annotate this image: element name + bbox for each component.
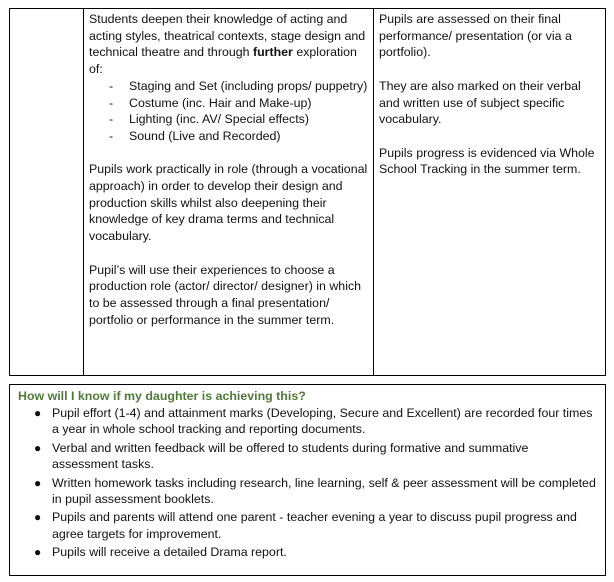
- bullet-icon: ●: [34, 545, 42, 560]
- list-item: [34, 509, 597, 542]
- topic-list: [89, 78, 368, 145]
- achievement-heading: How will I know if my daughter is achieving this?: [18, 389, 306, 403]
- bullet-text: Verbal and written feedback will be offered to students during formative and summative assessment tasks.: [52, 440, 529, 472]
- bullet-text: Pupils and parents will attend one parent - teacher evening a year to discuss pupil progress and agree targets for improvement.: [52, 510, 577, 542]
- list-item-text: Staging and Set (including props/ puppetry): [129, 78, 368, 93]
- achievement-box: [9, 384, 606, 576]
- list-item: [34, 405, 597, 438]
- list-item-text: Costume (inc. Hair and Make-up): [129, 95, 312, 110]
- bullet-icon: ●: [34, 405, 42, 420]
- dash-marker: -: [109, 128, 114, 143]
- list-item: [109, 78, 368, 95]
- list-item: [109, 128, 368, 145]
- content-cell: [84, 9, 374, 375]
- tracking-paragraph: Pupils progress is evidenced via Whole School Tracking in the summer term.: [379, 145, 595, 177]
- intro-paragraph: [89, 11, 368, 78]
- bullet-icon: ●: [34, 510, 42, 525]
- bullet-text: Pupil effort (1-4) and attainment marks (Developing, Secure and Excellent) are recorded four times a year in whole school tracking and reporting documents.: [52, 405, 593, 437]
- list-item: [109, 95, 368, 112]
- vocabulary-paragraph: They are also marked on their verbal and written use of subject specific vocabulary.: [379, 78, 581, 127]
- production-role-paragraph: Pupil’s will use their experiences to choose a production role (actor/ director/ designer) in which to be assessed through a final presentation/ portfolio or performance in the summer term.: [89, 262, 362, 327]
- curriculum-table: [9, 8, 606, 376]
- list-item: [109, 111, 368, 128]
- practical-paragraph: Pupils work practically in role (through a vocational approach) in order to develop their design and production skills whilst also deepening their knowledge of key drama terms and technical vocabulary.: [89, 162, 368, 244]
- list-item-text: Sound (Live and Recorded): [129, 128, 281, 143]
- assessment-cell: [374, 9, 605, 375]
- list-item: [34, 544, 597, 561]
- dash-marker: -: [109, 95, 114, 110]
- dash-marker: -: [109, 78, 114, 93]
- intro-text-end: exploration of:: [89, 45, 357, 77]
- intro-text: Students deepen their knowledge of acting and acting styles, theatrical contexts, stage design and technical theatre and through: [89, 12, 366, 60]
- list-item-text: Lighting (inc. AV/ Special effects): [129, 112, 309, 127]
- bullet-text: Written homework tasks including research, line learning, self & peer assessment will be completed in pupil assessment booklets.: [52, 475, 596, 507]
- bullet-text: Pupils will receive a detailed Drama report.: [52, 545, 287, 560]
- list-item: [34, 475, 597, 508]
- bullet-icon: ●: [34, 475, 42, 490]
- achievement-list: [18, 405, 597, 561]
- dash-marker: -: [109, 112, 114, 127]
- empty-label-cell: [10, 9, 84, 375]
- bullet-icon: ●: [34, 440, 42, 455]
- list-item: [34, 440, 597, 473]
- intro-bold-word: further: [252, 45, 293, 60]
- assessment-paragraph: Pupils are assessed on their final performance/ presentation (or via a portfolio).: [379, 12, 572, 60]
